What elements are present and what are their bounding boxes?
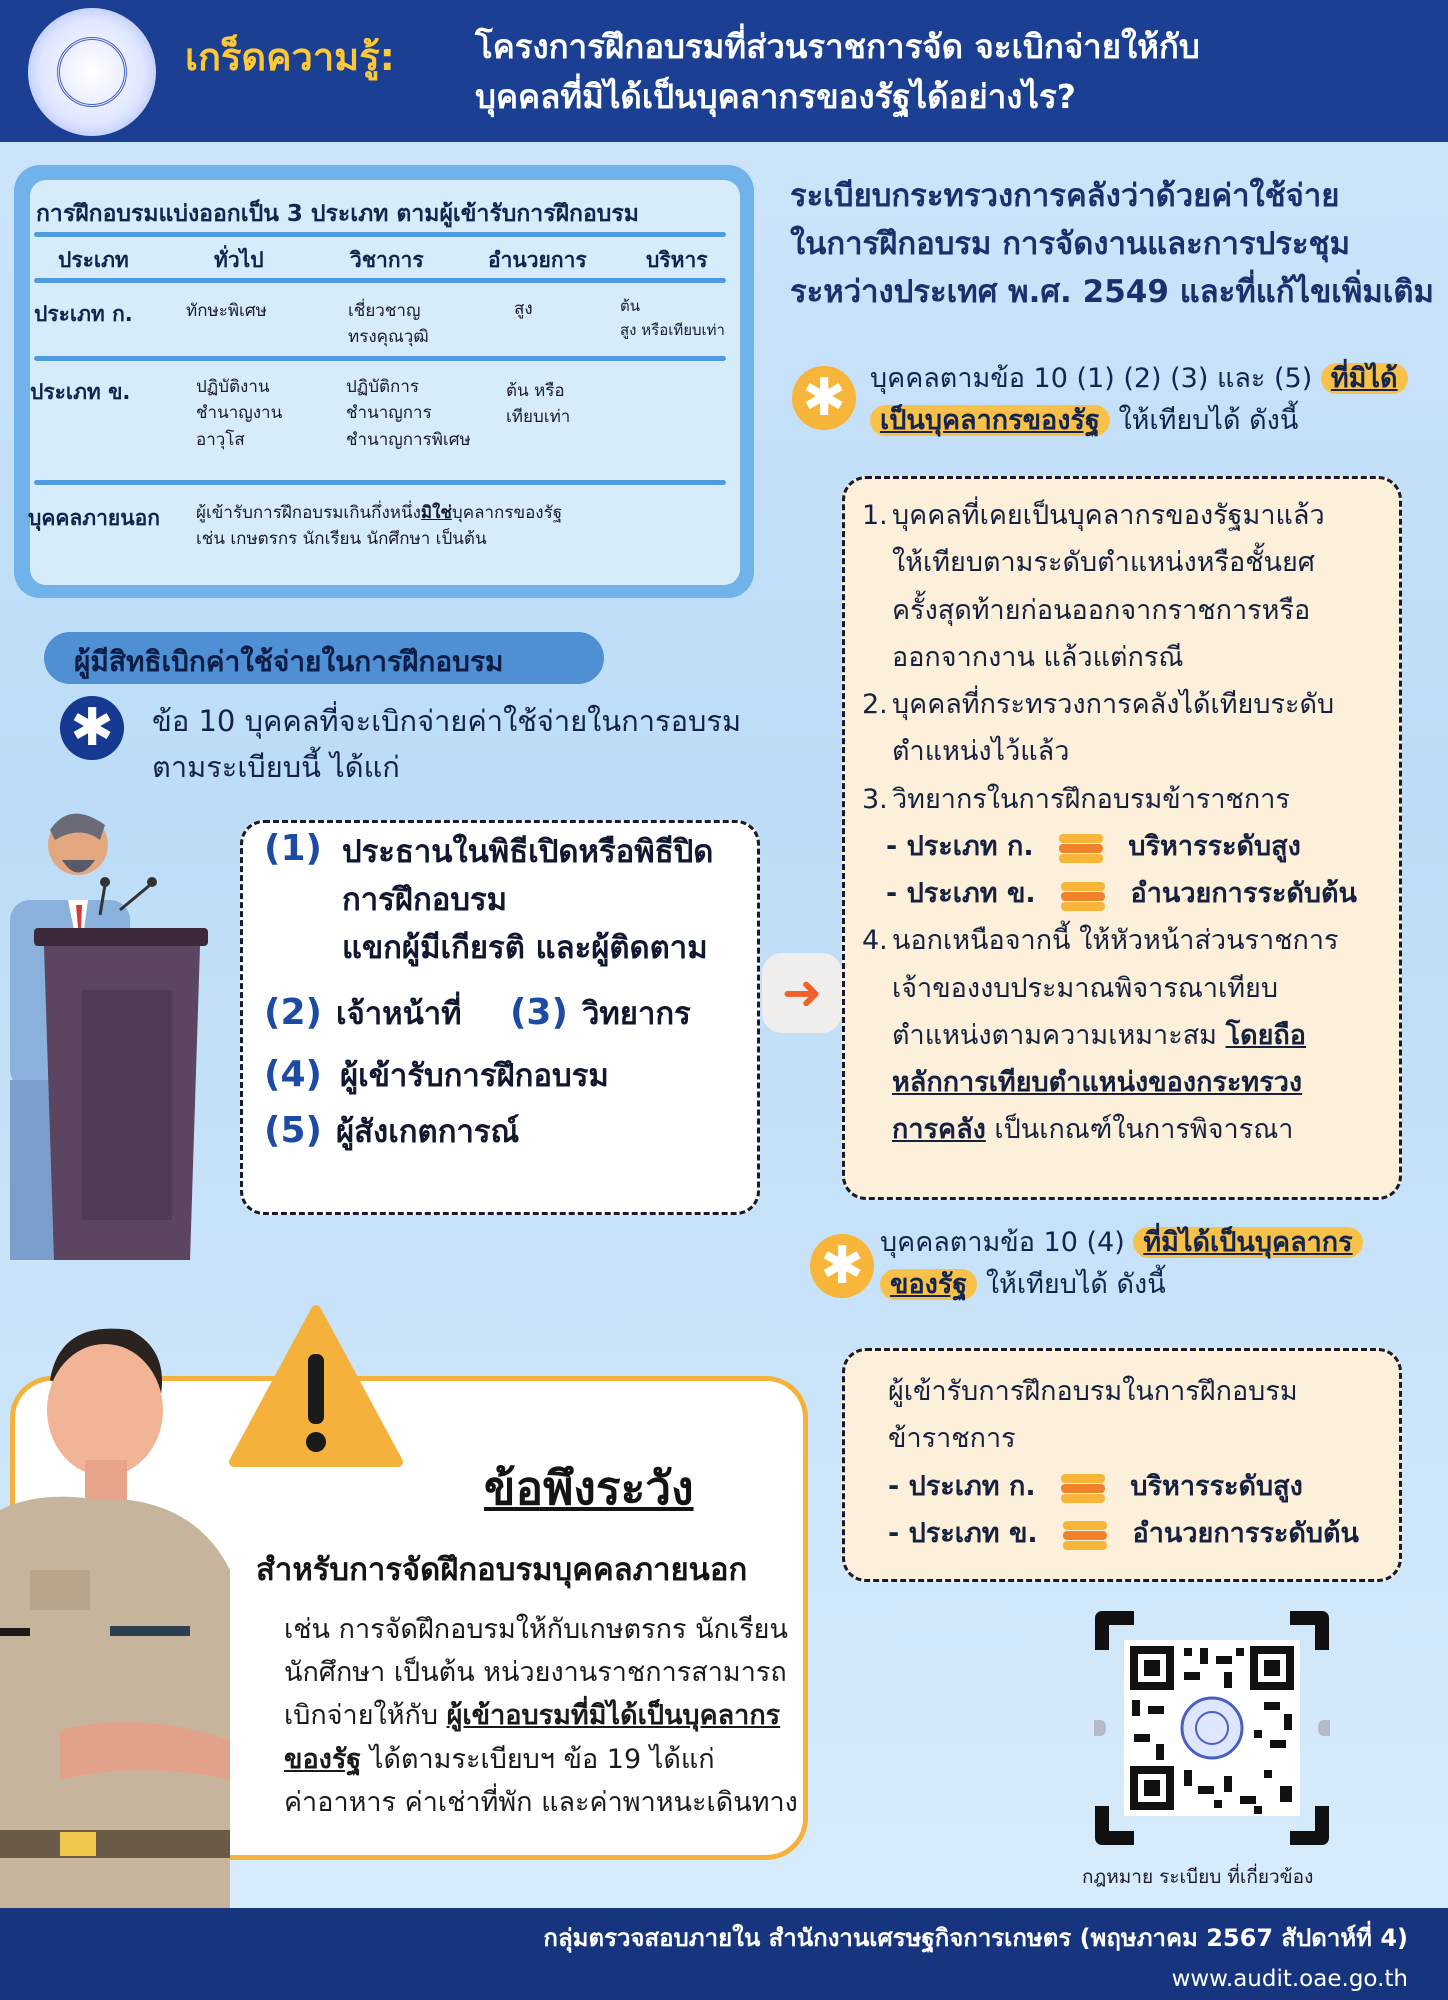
cell-line: ทรงคุณวุฒิ [348,327,429,348]
cell-line: ชำนาญการพิเศษ [346,429,471,450]
row-type: - ประเภท ก. [888,1470,1036,1502]
speaker-illustration [0,790,220,1270]
th-director: อำนวยการ [488,248,587,272]
list-item-body [892,492,1325,681]
list-item-pair [264,990,754,1038]
row-level: อำนวยการระดับต้น [1130,878,1357,909]
cell-line: ต้น หรือ [506,381,565,401]
list-line: การฝึกอบรม [341,882,508,919]
row-level: บริหารระดับสูง [1130,1470,1303,1502]
row-outsider-label: บุคคลภายนอก [28,506,160,530]
list-item [862,492,1392,681]
row-type: - ประเภท ข. [886,878,1036,909]
regulation-line: ระหว่างประเทศ พ.ศ. 2549 และที่แก้ไขเพิ่มเติม [790,274,1434,311]
list-line: แขกผู้มีเกียรติ และผู้ติดตาม [341,930,708,967]
text-emphasis: โดยถือ [1225,1019,1306,1051]
eligible-persons-list [264,828,754,1156]
footer-credit: กลุ่มตรวจสอบภายใน สำนักงานเศรษฐกิจการเกษตร (พฤษภาคม 2567 สัปดาห์ที่ 4) [543,1924,1408,1952]
th-general: ทั่วไป [214,248,264,272]
caution-title: ข้อพึงระวัง [484,1461,694,1515]
list-line: เจ้าของงบประมาณพิจารณาเทียบ [892,972,1279,1004]
row-level: อำนวยการระดับต้น [1132,1517,1359,1549]
table-divider [34,232,726,237]
trainee-comparison-list [888,1368,1398,1557]
cell-line: ปฏิบัติการ [346,377,420,397]
list-item-body [892,681,1334,776]
th-academic: วิชาการ [350,248,424,272]
text-span: ได้ตามระเบียบฯ ข้อ 19 ได้แก่ [369,1743,715,1775]
list-item-body [892,917,1339,1153]
list-line: ผู้สังเกตการณ์ [335,1114,520,1151]
cell-line: ชำนาญงาน [196,403,283,424]
caution-subtitle: สำหรับการจัดฝึกอบรมบุคคลภายนอก [256,1552,748,1588]
cell-line: ชำนาญการ [346,403,432,424]
equals-bars-icon [1061,880,1105,910]
cell-line: อาวุโส [196,429,245,450]
text-span: ผู้เข้ารับการฝึกอบรมเกินกึ่งหนึ่ง [196,503,421,523]
list-line: ข้าราชการ [888,1423,1016,1455]
cell-line: สูง หรือเทียบเท่า [620,321,725,339]
row-type: - ประเภท ก. [886,830,1034,862]
outsider-description [196,500,736,553]
type-a-executive [620,294,725,342]
officer-illustration [0,1310,250,1908]
list-line [892,1012,1339,1059]
type-a-general: ทักษะพิเศษ [186,301,267,321]
state-section-heading [870,358,1430,442]
list-number: 2. [862,689,888,720]
caution-line [284,1738,804,1781]
list-number: (4) [264,1054,322,1096]
list-line: ผู้เข้ารับการฝึกอบรมในการฝึกอบรม [888,1376,1298,1407]
list-line: หลักการเทียบตำแหน่งของกระทรวง [892,1067,1303,1098]
text-emphasis: มิใช่ [420,503,452,523]
list-item [862,681,1392,776]
warning-triangle-icon [226,1302,406,1472]
clause-10-text [152,698,772,791]
type-b-director [506,378,570,431]
text-span: ให้เทียบได้ ดังนี้ [1118,404,1299,436]
list-line: วิทยากร [581,996,691,1033]
highlight-text: ที่มิได้เป็นบุคลากร [1133,1227,1362,1258]
header-kicker: เกร็ดความรู้: [185,35,395,79]
asterisk-icon: ✱ [60,696,124,760]
text-span: เป็นเกณฑ์ในการพิจารณา [994,1114,1294,1146]
list-number: (1) [264,828,322,869]
list-item [862,776,1392,823]
caution-line: เช่น การจัดฝึกอบรมให้กับเกษตรกร นักเรียน [284,1614,788,1645]
highlight-text: ที่มิได้ [1321,363,1408,394]
th-executive: บริหาร [646,248,708,272]
row-type-b-label: ประเภท ข. [30,380,131,404]
text-span: เบิกจ่ายให้กับ [284,1700,438,1732]
training-table-title: การฝึกอบรมแบ่งออกเป็น 3 ประเภท ตามผู้เข้ารับการฝึกอบรม [36,201,639,227]
caution-line: ค่าอาหาร ค่าเช่าที่พัก และค่าพาหนะเดินทาง [284,1786,798,1818]
text-span: ให้เทียบได้ ดังนี้ [985,1268,1166,1300]
text-span: บุคลากรของรัฐ [451,503,563,523]
list-item [264,1052,754,1100]
type-a-director: สูง [514,299,533,319]
list-line: วิทยากรในการฝึกอบรมข้าราชการ [892,783,1290,815]
list-line: ตำแหน่งไว้แล้ว [892,736,1070,768]
text-emphasis: ของรัฐ [284,1743,362,1775]
clause-line: ตามระเบียบนี้ ได้แก่ [152,750,400,785]
table-divider [34,480,726,485]
list-line: ประธานในพิธีเปิดหรือพิธีปิด [341,834,714,870]
list-item [264,1108,754,1156]
cell-line: เชี่ยวชาญ [348,301,421,321]
header-title [475,22,1375,121]
regulation-line: ในการฝึกอบรม การจัดงานและการประชุม [790,226,1351,263]
equals-bars-icon [1063,1519,1107,1549]
list-number: (3) [509,992,568,1034]
asterisk-icon: ✱ [792,366,856,430]
type-b-general [196,374,282,453]
header-title-line1: โครงการฝึกอบรมที่ส่วนราชการจัด จะเบิกจ่ายให้กับ [475,27,1200,66]
list-line: นอกเหนือจากนี้ ให้หัวหน้าส่วนราชการ [892,925,1339,957]
header-title-line2: บุคคลที่มิได้เป็นบุคลากรของรัฐได้อย่างไร? [475,76,1076,116]
outsider-line2: เช่น เกษตรกร นักเรียน นักศึกษา เป็นต้น [196,529,487,550]
regulation-line: ระเบียบกระทรวงการคลังว่าด้วยค่าใช้จ่าย [790,178,1340,214]
text-span: ตำแหน่งตามความเหมาะสม [892,1019,1217,1051]
list-number: (2) [264,992,322,1034]
text-span: บุคคลตามข้อ 10 (1) (2) (3) และ (5) [870,363,1313,394]
caution-line [284,1694,804,1737]
list-item-body [342,828,713,972]
state-comparison-list [862,492,1392,1154]
list-item [264,828,754,972]
text-span: บุคคลตามข้อ 10 (4) [880,1227,1125,1258]
regulation-title [790,172,1440,316]
caution-line: นักศึกษา เป็นต้น หน่วยงานราชการสามารถ [284,1657,787,1689]
th-type: ประเภท [58,248,129,272]
list-line: บุคคลที่กระทรวงการคลังได้เทียบระดับ [892,689,1335,720]
list-line: เจ้าหน้าที่ [335,996,462,1033]
qr-code[interactable] [1094,1610,1330,1846]
list-line: ออกจากงาน แล้วแต่กรณี [892,641,1184,673]
type-a-academic [348,298,429,351]
agency-logo [28,8,156,136]
trainee-section-heading [880,1222,1430,1306]
outsider-line1 [196,500,736,526]
type-b-academic [346,374,471,453]
list-item [862,917,1392,1153]
comparison-row [888,1463,1398,1510]
caution-body [284,1608,804,1824]
table-divider [34,278,726,283]
highlight-text: เป็นบุคลากรของรัฐ [870,405,1110,436]
cell-line: เทียบเท่า [506,407,571,428]
asterisk-icon: ✱ [810,1234,874,1298]
list-number: 1. [862,500,888,531]
text-emphasis: การคลัง [892,1114,986,1146]
eligibility-pill: ผู้มีสิทธิเบิกค่าใช้จ่ายในการฝึกอบรม [44,632,604,684]
qr-caption: กฎหมาย ระเบียบ ที่เกี่ยวข้อง [1082,1866,1314,1888]
cell-line: ปฏิบัติงาน [196,377,270,397]
text-emphasis: ผู้เข้าอบรมที่มิได้เป็นบุคลากร [446,1700,781,1732]
row-level: บริหารระดับสูง [1128,830,1301,862]
equals-bars-icon [1061,1472,1105,1502]
arrow-right-icon: ➜ [762,953,842,1033]
comparison-row [862,870,1392,917]
list-number: 4. [862,925,888,957]
list-line [892,1106,1339,1153]
list-line: บุคคลที่เคยเป็นบุคลากรของรัฐมาแล้ว [892,500,1325,531]
clause-line: ข้อ 10 บุคคลที่จะเบิกจ่ายค่าใช้จ่ายในการอบรม [152,704,742,738]
list-line: ครั้งสุดท้ายก่อนออกจากราชการหรือ [892,594,1311,626]
highlight-text: ของรัฐ [880,1269,977,1300]
equals-bars-icon [1059,832,1103,862]
row-type-a-label: ประเภท ก. [34,302,133,326]
list-number: 3. [862,783,888,815]
row-type: - ประเภท ข. [888,1517,1038,1549]
list-number: (5) [264,1110,322,1152]
comparison-row [862,823,1392,870]
list-line: ผู้เข้ารับการฝึกอบรม [339,1058,609,1095]
footer-website-link[interactable]: www.audit.oae.go.th [1171,1966,1408,1992]
table-divider [34,356,726,361]
comparison-row [888,1510,1398,1557]
cell-line: ต้น [620,297,640,315]
list-line: ให้เทียบตามระดับตำแหน่งหรือชั้นยศ [892,547,1315,579]
